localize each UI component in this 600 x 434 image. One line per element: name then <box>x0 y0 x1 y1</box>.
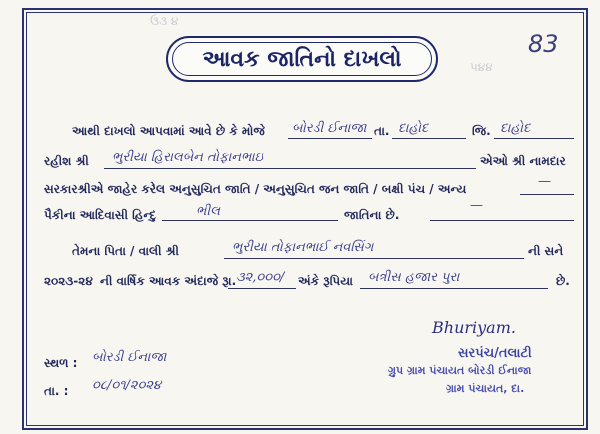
stamp-line-2: ગ્રુપ ગ્રામ પંચાયત બોરડી ઈનાજા <box>388 364 532 377</box>
line5-prefix: તેમના પિતા / વાલી શ્રી <box>72 244 179 258</box>
line4-underline <box>430 220 574 221</box>
year-value: ૨૦૨૩-૨૪ <box>44 274 93 288</box>
person-name-value: ભુરીયા હિરાલબેન તોફાનભાઇ <box>112 150 263 165</box>
stamp-line-3: ગ્રામ પંચાયત, દા. <box>446 382 525 395</box>
father-name-underline <box>224 258 524 259</box>
line3-underline <box>520 194 574 195</box>
taluka-underline <box>392 138 466 139</box>
line6-suffix: છે. <box>556 274 570 288</box>
village-value: બોરડી ઈનાજા <box>292 121 367 136</box>
line4-suffix: જાતિના છે. <box>344 208 400 222</box>
line5-suffix: ની સને <box>528 244 564 258</box>
title-badge <box>166 36 438 82</box>
faint-bleed-text-2: પ૪૪ <box>470 60 493 74</box>
line3-text: સરકારશ્રીએ જાહેર કરેલ અનુસુચિત જાતિ / અનુસુચિત જન જાતિ / બક્ષી પંચ / અન્ય <box>44 182 467 196</box>
place-label: સ્થળ : <box>44 356 78 370</box>
place-value: બોરડી ઈનાજા <box>92 350 167 365</box>
father-name-value: ભુરીયા તોફાનભાઈ નવસિંગ <box>232 240 374 255</box>
village-underline <box>288 138 372 139</box>
line4-prefix: પૈકીના આદિવાસી હિન્દુ <box>44 208 157 222</box>
line3-dash: — <box>538 174 551 189</box>
amount-words-underline <box>360 288 548 289</box>
caste-underline <box>162 220 338 221</box>
line6-mid: ની વાર્ષિક આવક અંદાજે રૂા. <box>100 274 237 288</box>
signature: Bhuriyam. <box>432 318 516 337</box>
district-label: જિ. <box>472 124 491 138</box>
line1-prefix: આથી દાખલો આપવામાં આવે છે કે મોજે <box>72 124 265 138</box>
line4-dash: — <box>470 198 483 213</box>
faint-bleed-text: ઉ૩ ૪ <box>150 14 179 28</box>
amount-words-value: બત્રીસ હજાર પુરા <box>368 270 460 285</box>
person-name-underline <box>104 168 476 169</box>
date-label: તા. : <box>44 384 69 398</box>
amount-digits-value: ૩૨,૦૦૦/ <box>236 270 285 285</box>
date-value: ૦૮/૦૧/૨૦૨૪ <box>92 378 162 393</box>
amount-digits-underline <box>228 288 296 289</box>
line2-suffix: એઓ શ્રી નામદાર <box>480 154 566 168</box>
taluka-label: તા. <box>374 124 390 138</box>
corner-number: 83 <box>528 30 559 58</box>
amount-words-label: અંકે રૂપિયા <box>298 274 353 288</box>
caste-value: ભીલ <box>196 204 220 219</box>
district-value: દાહોદ <box>500 121 531 136</box>
stamp-line-1: સરપંચ/તલાટી <box>458 346 532 361</box>
page-title: આવક જાતિનો દાખલો <box>202 46 402 72</box>
district-underline <box>494 138 574 139</box>
taluka-value: દાહોદ <box>398 121 429 136</box>
line2-prefix: રહીશ શ્રી <box>44 154 89 168</box>
